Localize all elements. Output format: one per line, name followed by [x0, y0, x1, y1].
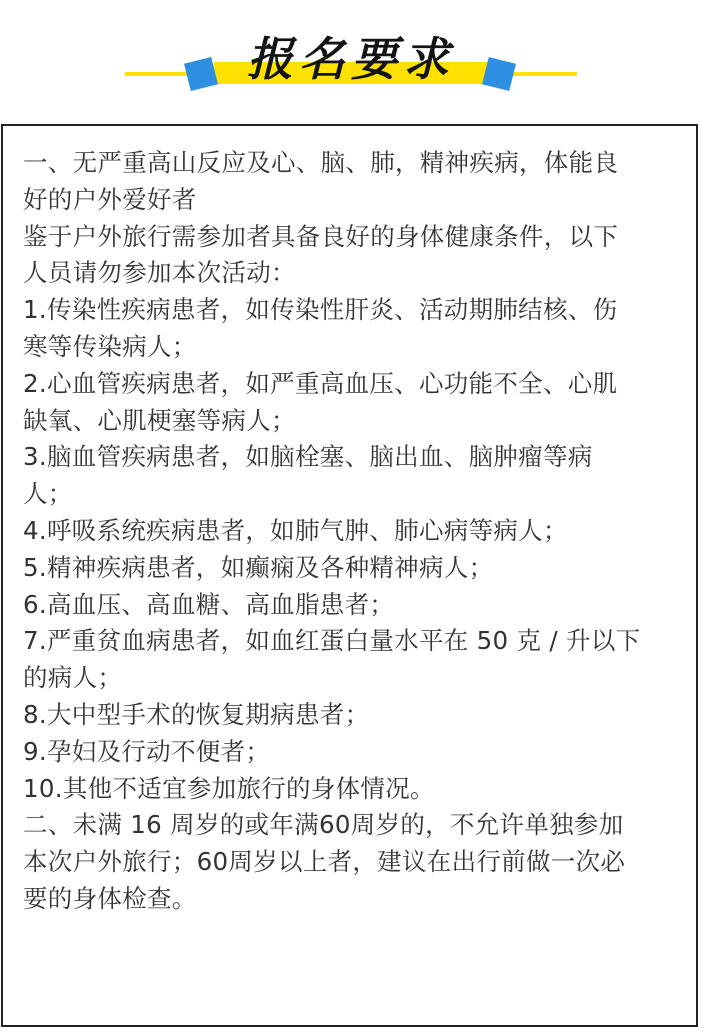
text-line: 的病人；	[23, 663, 123, 693]
text-line: 10.其他不适宜参加旅行的身体情况。	[23, 773, 435, 803]
text-line: 本次户外旅行；60周岁以上者，建议在出行前做一次必	[23, 847, 626, 877]
text-line: 3.脑血管疾病患者，如脑栓塞、脑出血、脑肿瘤等病	[23, 442, 593, 472]
text-line: 人员请勿参加本次活动：	[23, 258, 296, 288]
text-line: 9.孕妇及行动不便者；	[23, 736, 271, 766]
text-line: 8.大中型手术的恢复期病患者；	[23, 699, 370, 729]
text-line: 4.呼吸系统疾病患者，如肺气肿、肺心病等病人；	[23, 515, 568, 545]
text-line: 鉴于户外旅行需参加者具备良好的身体健康条件，以下	[23, 221, 619, 251]
text-line: 7.严重贫血病患者，如血红蛋白量水平在 50 克 / 升以下	[23, 626, 641, 656]
text-line: 要的身体检查。	[23, 883, 197, 913]
requirements-box	[1, 124, 698, 1027]
section-title: 报名要求	[247, 32, 455, 86]
text-line: 好的户外爱好者	[23, 184, 197, 214]
text-line: 6.高血压、高血糖、高血脂患者；	[23, 589, 395, 619]
text-line: 1.传染性疾病患者，如传染性肝炎、活动期肺结核、伤	[23, 295, 618, 325]
text-line: 人；	[23, 479, 73, 509]
text-line: 缺氧、心肌梗塞等病人；	[23, 405, 296, 435]
requirements-text	[23, 145, 677, 918]
section-header	[0, 0, 702, 122]
text-line: 2.心血管疾病患者，如严重高血压、心功能不全、心肌	[23, 368, 618, 398]
text-line: 一、无严重高山反应及心、脑、肺，精神疾病，体能良	[23, 148, 619, 177]
text-line: 寒等传染病人；	[23, 331, 197, 361]
text-line: 二、未满 16 周岁的或年满60周岁的，不允许单独参加	[23, 810, 624, 840]
text-line: 5.精神疾病患者，如癫痫及各种精神病人；	[23, 552, 494, 582]
